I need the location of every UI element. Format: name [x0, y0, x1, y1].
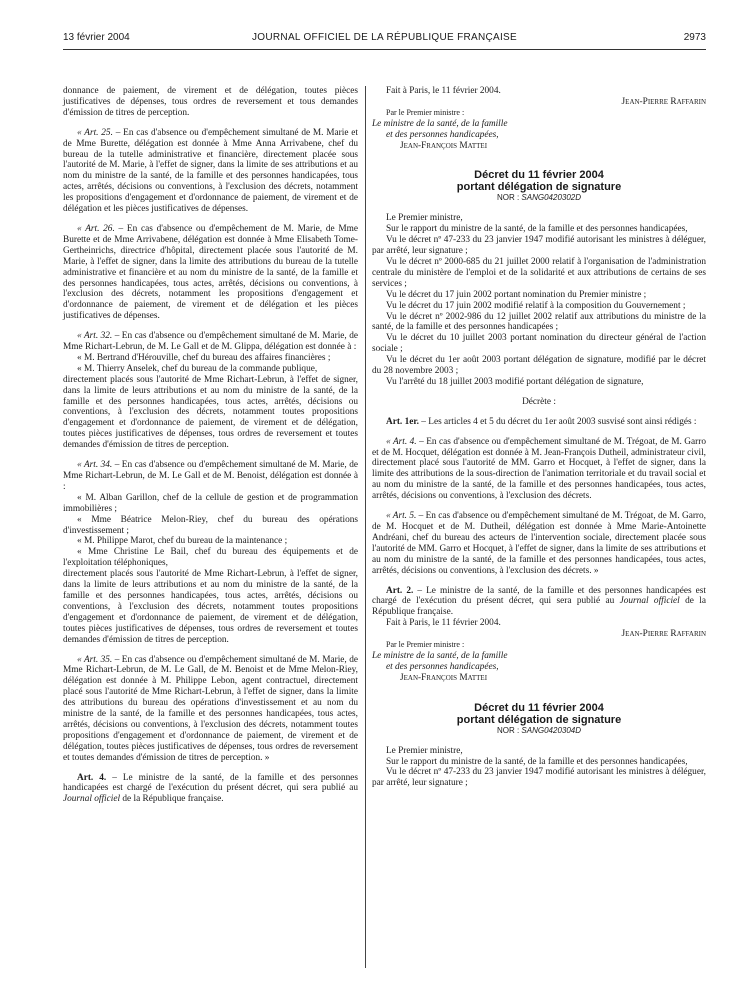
article-5-new: [372, 511, 706, 576]
preamble: Le Premier ministre,: [386, 745, 463, 756]
article-text: de la République française.: [372, 596, 706, 618]
article-text: – En cas d'absence ou d'empêchement simultané de M. Marie et de Mme Burette, délégation est donnée à Mme Anna Arrivabene, chef du bureau de la tutelle administrative et financière, directement placée sous l'autorité de M. Marie, à l'effet de signer, dans la limite de ses attributions et au nom du ministre de la santé, de la famille et des personnes handicapées, tous actes, arrêtés, décisions ou conventions, à l'exclusion des décrets, notamment les propositions d'engagement et d'ordonnance de paiement, de virement et de délégation et les pièces justificatives de dépenses.: [63, 127, 358, 215]
header-rule: [63, 49, 706, 50]
nor-reference: [372, 193, 706, 204]
minister-name: Jean-François Mattei: [400, 672, 488, 683]
list-item: « M. Thierry Anselek, chef du bureau de la commande publique,: [77, 363, 318, 374]
decree-title: Décret du 11 février 2004: [474, 701, 604, 714]
column-divider: [365, 86, 366, 968]
minister-title: Le ministre de la santé, de la famille: [372, 650, 508, 661]
visa: Sur le rapport du ministre de la santé, de la famille et des personnes handicapées,: [386, 224, 688, 235]
visa: Vu le décret du 17 juin 2002 portant nomination du Premier ministre ;: [386, 289, 647, 300]
journal-reference: Journal officiel: [63, 794, 121, 805]
visa: Vu le décret du 17 juin 2002 modifié relatif à la composition du Gouvernement ;: [386, 300, 686, 311]
nor-label: NOR :: [496, 193, 522, 203]
article-label: « Art. 26.: [77, 223, 115, 234]
article-label: « Art. 25.: [77, 127, 113, 138]
by-prime-minister: Par le Premier ministre :: [386, 107, 465, 117]
article-text: – En cas d'absence ou d'empêchement simultané de M. Marie, de Mme Richart-Lebrun, de M. Le Gall et de M. Glippa, délégation est donnée à :: [63, 331, 358, 353]
article-35: [63, 655, 358, 764]
paragraph: donnance de paiement, de virement et de délégation, toutes pièces justificatives de dépenses, tous ordres de reversement et tous demandes d'émission de titres de perception.: [63, 86, 358, 118]
journal-title: JOURNAL OFFICIEL DE LA RÉPUBLIQUE FRANÇAISE: [252, 32, 517, 43]
list-item: « Mme Christine Le Bail, chef du bureau des équipements et de l'exploitation téléphoniques,: [63, 547, 358, 569]
article-25: [63, 128, 358, 215]
article-label: Art. 4.: [77, 772, 107, 783]
done-at: Fait à Paris, le 11 février 2004.: [386, 86, 501, 96]
signatory: Jean-Pierre Raffarin: [621, 629, 706, 640]
article-34: [63, 460, 358, 493]
article-label: « Art. 34.: [77, 460, 113, 471]
visa: Vu le décret du 1er août 2003 portant délégation de signature, modifié par le décret du 28 novembre 2003 ;: [372, 355, 706, 377]
article-label: Art. 1er.: [386, 416, 419, 427]
visa: Sur le rapport du ministre de la santé, de la famille et des personnes handicapées,: [386, 756, 688, 767]
article-label: « Art. 4.: [386, 436, 417, 447]
nor-label: NOR :: [496, 725, 522, 735]
list-item: « M. Alban Garillon, chef de la cellule de gestion et de programmation immobilières ;: [63, 492, 358, 514]
visa: Vu le décret nº 47-233 du 23 janvier 1947 modifié autorisant les ministres à déléguer, par arrêté, leur signature ;: [372, 767, 706, 789]
page-header: [63, 32, 706, 46]
decree-title: Décret du 11 février 2004: [474, 169, 604, 182]
minister-title: et des personnes handicapées,: [386, 661, 499, 672]
article-text: – Le ministre de la santé, de la famille et des personnes handicapées est chargé de l'exécution du présent décret, qui sera publié au: [372, 585, 706, 607]
visa: Vu l'arrêté du 18 juillet 2003 modifié portant délégation de signature,: [386, 376, 644, 387]
article-4-new: [372, 437, 706, 502]
article-text: de la République française.: [120, 794, 224, 805]
article-text: – Les articles 4 et 5 du décret du 1er août 2003 susvisé sont ainsi rédigés :: [418, 416, 697, 427]
page-number: 2973: [683, 32, 706, 43]
visa: Vu le décret nº 2000-685 du 21 juillet 2000 relatif à l'organisation de l'administration centrale du ministère de l'emploi et de la solidarité et aux attributions de certains de ses services ;: [372, 256, 706, 289]
article-text: – En cas d'absence ou d'empêchement simultané de M. Marie, de Mme Richart-Lebrun, de M. Le Gall, de M. Benoist et de Mme Melon-Riey, délégation est donnée à M. Philippe Lebon, agent contractuel, directement placé sous l'autorité de Mme Richart-Lebrun, à l'effet de signer, dans la limite des attributions du bureau des opérations d'investissement et au nom du ministre de la santé, de la famille et des personnes handicapées, tous actes, arrêtés, décisions ou conventions, à l'exclusion des décrets, notamment toutes propositions d'engagement et d'ordonnance de paiement, de virement et de délégation, toutes pièces justificatives de dépenses, tous ordres de reversement et toutes demandes d'émission de titres de perception. »: [63, 654, 358, 763]
list-item: « M. Philippe Marot, chef du bureau de la maintenance ;: [77, 536, 288, 547]
article-32: [63, 331, 358, 353]
list-item: « M. Bertrand d'Hérouville, chef du bureau des affaires financières ;: [77, 352, 331, 363]
article-text: – En cas d'absence ou d'empêchement simultané de M. Marie, de Mme Richart-Lebrun, de M. Le Gall et de M. Benoist, délégation est donnée à :: [63, 460, 358, 492]
minister-title: et des personnes handicapées,: [386, 129, 499, 140]
nor-code: SANG0420302D: [521, 193, 582, 203]
minister-title: Le ministre de la santé, de la famille: [372, 118, 508, 129]
list-item: « Mme Béatrice Melon-Riey, chef du bureau des opérations d'investissement ;: [63, 514, 358, 536]
article-text: – En cas d'absence ou d'empêchement simultané de M. Trégoat, de M. Garro et de M. Hocquet, délégation est donnée à M. Jean-François Dutheil, administrateur civil, directement placé sous l'autorité de MM. Garro et Hocquet, à l'effet de signer, dans la limite des attributions de la sous-direction de l'animation territoriale et du travail social et au nom du ministre de la santé, de la famille et des personnes handicapées, tous actes, arrêtés, décisions ou conventions, à l'exclusion des décrets.: [372, 436, 706, 502]
article-text: – En cas d'absence ou d'empêchement simultané de M. Trégoat, de M. Garro, de M. Hocquet et de M. Dutheil, délégation est donnée à Mme Marie-Antoinette Andréani, chef du bureau des acteurs de l'intervention sociale, directement placée sous l'autorité de MM. Garro et Hocquet, à l'effet de signer, dans la limite de ses attributions et au nom du ministre de la santé, de la famille et des personnes handicapées, tous actes, arrêtés, décisions ou conventions, à l'exclusion des décrets. »: [372, 511, 706, 576]
article-label: « Art. 32.: [77, 331, 113, 342]
article-26: [63, 224, 358, 322]
article-label: Art. 2.: [386, 585, 414, 596]
left-column: [63, 86, 358, 805]
visa: Vu le décret du 10 juillet 2003 portant nomination du directeur général de l'action sociale ;: [372, 333, 706, 355]
signatory: Jean-Pierre Raffarin: [621, 96, 706, 107]
paragraph: directement placés sous l'autorité de Mme Richart-Lebrun, à l'effet de signer, dans la limite de leurs attributions et au nom du ministre de la santé, de la famille et des personnes handicapées, tous actes, arrêtés, décisions ou conventions, à l'exclusion des décrets, notamment toutes propositions d'engagement et d'ordonnance de paiement, de virement et de délégation, toutes pièces justificatives de dépenses, tous ordres de reversement et toutes demandes d'émission de titres de perception.: [63, 374, 358, 451]
article-text: – En cas d'absence ou d'empêchement de M. Marie, de Mme Burette et de Mme Arrivabene, délégation est donnée à Mme Elisabeth Tome-Gertheinrichs, directrice d'hôpital, directement placée sous l'autorité de M. Marie, à l'effet de signer, dans la limite des attributions du bureau de la tutelle administrative et financière et au nom du ministre de la santé, de la famille et des personnes handicapées, tous actes, arrêtés, décisions ou conventions, à l'exclusion des décrets, notamment les propositions d'engagement et d'ordonnance de paiement, de virement et de délégation et les pièces justificatives de dépenses.: [63, 223, 358, 322]
article-4: [63, 773, 358, 806]
article-1: [372, 417, 706, 428]
decree-subtitle: portant délégation de signature: [456, 181, 622, 194]
header-date: 13 février 2004: [63, 32, 130, 43]
paragraph: directement placés sous l'autorité de Mme Richart-Lebrun, à l'effet de signer, dans la limite de leurs attributions et au nom du ministre de la santé, de la famille et des personnes handicapées, tous actes, arrêtés, décisions ou conventions, à l'exclusion des décrets, notamment toutes propositions d'engagement et d'ordonnance de paiement, de virement et de délégation, toutes pièces justificatives de dépenses, tous ordres de reversement et toutes demandes d'émission de titres de perception.: [63, 569, 358, 645]
article-2: [372, 586, 706, 619]
nor-reference: [372, 726, 706, 737]
done-at: Fait à Paris, le 11 février 2004.: [386, 618, 501, 629]
article-text: – Le ministre de la santé, de la famille et des personnes handicapées est chargé de l'exécution du présent décret, qui sera publié au: [63, 772, 358, 794]
right-column: [372, 86, 706, 789]
article-label: « Art. 35.: [77, 654, 113, 665]
minister-name: Jean-François Mattei: [400, 140, 488, 151]
decree-subtitle: portant délégation de signature: [456, 713, 622, 726]
article-label: « Art. 5.: [386, 511, 417, 522]
journal-reference: Journal officiel: [619, 596, 680, 607]
nor-code: SANG0420304D: [521, 725, 582, 735]
by-prime-minister: Par le Premier ministre :: [386, 640, 465, 650]
preamble: Le Premier ministre,: [386, 213, 463, 224]
visa: Vu le décret nº 47-233 du 23 janvier 1947 modifié autorisant les ministres à déléguer, par arrêté, leur signature ;: [372, 235, 706, 257]
visa: Vu le décret nº 2002-986 du 12 juillet 2002 relatif aux attributions du ministre de la santé, de la famille et des personnes handicapées ;: [372, 311, 706, 333]
decrete: Décrète :: [522, 396, 556, 407]
